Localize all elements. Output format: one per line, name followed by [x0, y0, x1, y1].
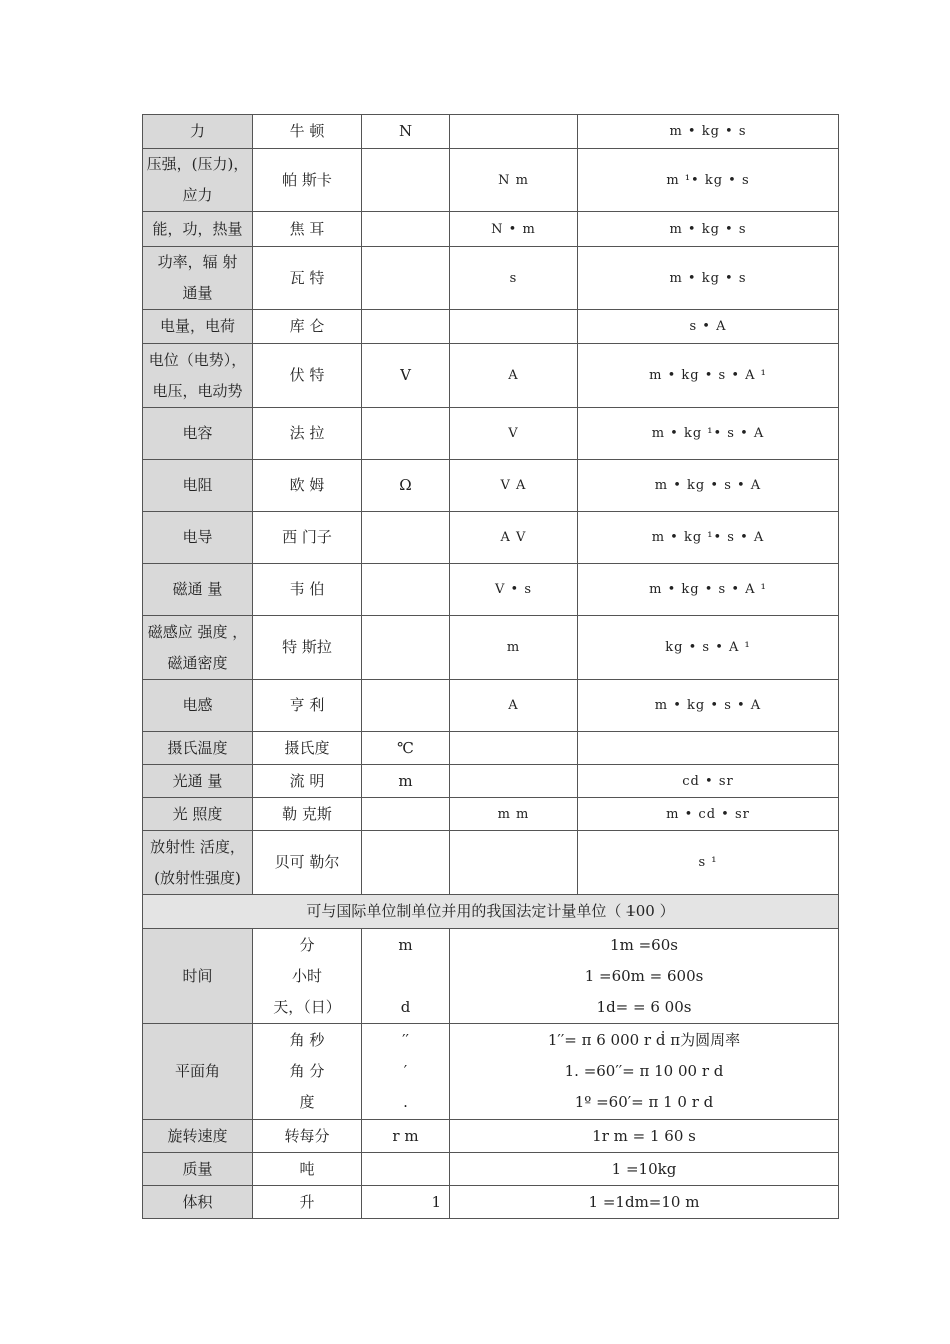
unit-expression-cell: m: [450, 616, 578, 680]
unit-name-cell: 吨: [253, 1153, 362, 1186]
units-table: [142, 114, 839, 1219]
unit-symbol-cell: Ω: [362, 460, 450, 512]
unit-name-cell: 流 明: [253, 765, 362, 798]
quantity-cell: 光通 量: [143, 765, 253, 798]
quantity-cell: 时间: [143, 929, 253, 1024]
unit-name-cell: 韦 伯: [253, 564, 362, 616]
unit-symbol-cell: [362, 408, 450, 460]
base-unit-cell: cd • sr: [578, 765, 839, 798]
quantity-cell: 电阻: [143, 460, 253, 512]
unit-symbol-cell: [362, 149, 450, 212]
unit-expression-cell: A V: [450, 512, 578, 564]
unit-expression-cell: [450, 115, 578, 149]
unit-symbol-cell: 1: [362, 1186, 450, 1219]
unit-expression-cell: A: [450, 680, 578, 732]
base-unit-cell: s ¹: [578, 831, 839, 895]
table-row: [143, 732, 839, 765]
unit-expression-cell: N • m: [450, 212, 578, 247]
base-unit-cell: m • kg ¹• s • A: [578, 512, 839, 564]
quantity-cell: 摄氏温度: [143, 732, 253, 765]
unit-name-cell: 特 斯拉: [253, 616, 362, 680]
unit-expression-cell: [450, 310, 578, 344]
quantity-cell: 电量，电荷: [143, 310, 253, 344]
unit-name-cell: 勒 克斯: [253, 798, 362, 831]
quantity-cell: 质量: [143, 1153, 253, 1186]
unit-name-cell: 摄氏度: [253, 732, 362, 765]
unit-symbol-cell: [362, 831, 450, 895]
unit-name-cell: 欧 姆: [253, 460, 362, 512]
relation-cell: 1r m = 1 60 s: [450, 1120, 839, 1153]
unit-symbol-cell: [362, 212, 450, 247]
table-row: [143, 1186, 839, 1219]
quantity-cell: 电容: [143, 408, 253, 460]
unit-name-cell: 亨 利: [253, 680, 362, 732]
unit-expression-cell: m m: [450, 798, 578, 831]
unit-name-cell: 法 拉: [253, 408, 362, 460]
unit-symbol-cell: m d: [362, 929, 450, 1024]
unit-symbol-cell: [362, 564, 450, 616]
quantity-cell: 体积: [143, 1186, 253, 1219]
unit-name-cell: 转每分: [253, 1120, 362, 1153]
base-unit-cell: m • kg • s: [578, 212, 839, 247]
quantity-cell: 电位（电势）， 电压，电动势: [143, 344, 253, 408]
base-unit-cell: m • kg • s • A ¹: [578, 564, 839, 616]
base-unit-cell: s • A: [578, 310, 839, 344]
quantity-cell: 力: [143, 115, 253, 149]
unit-expression-cell: [450, 732, 578, 765]
relation-cell: 1m =60s 1 =60m = 600s 1d= = 6 00s: [450, 929, 839, 1024]
quantity-cell: 功率，辐 射 通量: [143, 247, 253, 310]
base-unit-cell: m ¹• kg • s: [578, 149, 839, 212]
quantity-cell: 能，功，热量: [143, 212, 253, 247]
table-row: [143, 616, 839, 680]
table-row: [143, 680, 839, 732]
section-header-row: [143, 895, 839, 929]
unit-expression-cell: [450, 831, 578, 895]
relation-cell: 1 =10kg: [450, 1153, 839, 1186]
unit-symbol-cell: [362, 512, 450, 564]
table-row: [143, 1024, 839, 1120]
table-row: [143, 310, 839, 344]
table-row: [143, 929, 839, 1024]
table-row: [143, 408, 839, 460]
relation-cell: 1′′= π 6 000 r ḋ π为圆周率 1. =60′′= π 10 00 r d 1º =60′= π 1 0 r d: [450, 1024, 839, 1120]
base-unit-cell: m • kg • s • A: [578, 680, 839, 732]
table-row: [143, 798, 839, 831]
base-unit-cell: m • kg • s • A: [578, 460, 839, 512]
unit-name-cell: 分 小时 天，（日）: [253, 929, 362, 1024]
unit-symbol-cell: r m: [362, 1120, 450, 1153]
base-unit-cell: [578, 732, 839, 765]
unit-expression-cell: [450, 765, 578, 798]
unit-symbol-cell: ′′ ′ .: [362, 1024, 450, 1120]
unit-expression-cell: s: [450, 247, 578, 310]
table-row: [143, 564, 839, 616]
unit-symbol-cell: [362, 680, 450, 732]
unit-expression-cell: V • s: [450, 564, 578, 616]
quantity-cell: 旋转速度: [143, 1120, 253, 1153]
unit-name-cell: 库 仑: [253, 310, 362, 344]
unit-symbol-cell: [362, 798, 450, 831]
base-unit-cell: m • kg • s: [578, 115, 839, 149]
quantity-cell: 平面角: [143, 1024, 253, 1120]
unit-symbol-cell: [362, 616, 450, 680]
quantity-cell: 放射性 活度， (放射性强度): [143, 831, 253, 895]
section-header: 可与国际单位制单位并用的我国法定计量单位（ 1̶00 ）: [143, 895, 839, 929]
table-row: [143, 765, 839, 798]
table-row: [143, 115, 839, 149]
table-row: [143, 831, 839, 895]
unit-symbol-cell: [362, 1153, 450, 1186]
unit-name-cell: 贝可 勒尔: [253, 831, 362, 895]
unit-name-cell: 角 秒 角 分 度: [253, 1024, 362, 1120]
unit-expression-cell: N m: [450, 149, 578, 212]
unit-symbol-cell: N: [362, 115, 450, 149]
base-unit-cell: m • cd • sr: [578, 798, 839, 831]
table-row: [143, 512, 839, 564]
quantity-cell: 磁感应 强度 ， 磁通密度: [143, 616, 253, 680]
table-row: [143, 1153, 839, 1186]
unit-name-cell: 瓦 特: [253, 247, 362, 310]
table-row: [143, 149, 839, 212]
unit-symbol-cell: V: [362, 344, 450, 408]
unit-symbol-cell: [362, 310, 450, 344]
unit-expression-cell: V: [450, 408, 578, 460]
unit-name-cell: 伏 特: [253, 344, 362, 408]
table-row: [143, 344, 839, 408]
table-row: [143, 247, 839, 310]
table-row: [143, 212, 839, 247]
relation-cell: 1 =1dm=10 m: [450, 1186, 839, 1219]
table-row: [143, 1120, 839, 1153]
table-row: [143, 460, 839, 512]
unit-name-cell: 升: [253, 1186, 362, 1219]
unit-name-cell: 焦 耳: [253, 212, 362, 247]
base-unit-cell: m • kg • s • A ¹: [578, 344, 839, 408]
quantity-cell: 光 照度: [143, 798, 253, 831]
base-unit-cell: m • kg ¹• s • A: [578, 408, 839, 460]
unit-expression-cell: V A: [450, 460, 578, 512]
quantity-cell: 压强，(压力)， 应力: [143, 149, 253, 212]
base-unit-cell: kg • s • A ¹: [578, 616, 839, 680]
unit-name-cell: 西 门子: [253, 512, 362, 564]
unit-name-cell: 牛 顿: [253, 115, 362, 149]
unit-expression-cell: A: [450, 344, 578, 408]
quantity-cell: 磁通 量: [143, 564, 253, 616]
unit-symbol-cell: [362, 247, 450, 310]
unit-symbol-cell: m: [362, 765, 450, 798]
quantity-cell: 电感: [143, 680, 253, 732]
base-unit-cell: m • kg • s: [578, 247, 839, 310]
quantity-cell: 电导: [143, 512, 253, 564]
unit-symbol-cell: ℃: [362, 732, 450, 765]
unit-name-cell: 帕 斯卡: [253, 149, 362, 212]
